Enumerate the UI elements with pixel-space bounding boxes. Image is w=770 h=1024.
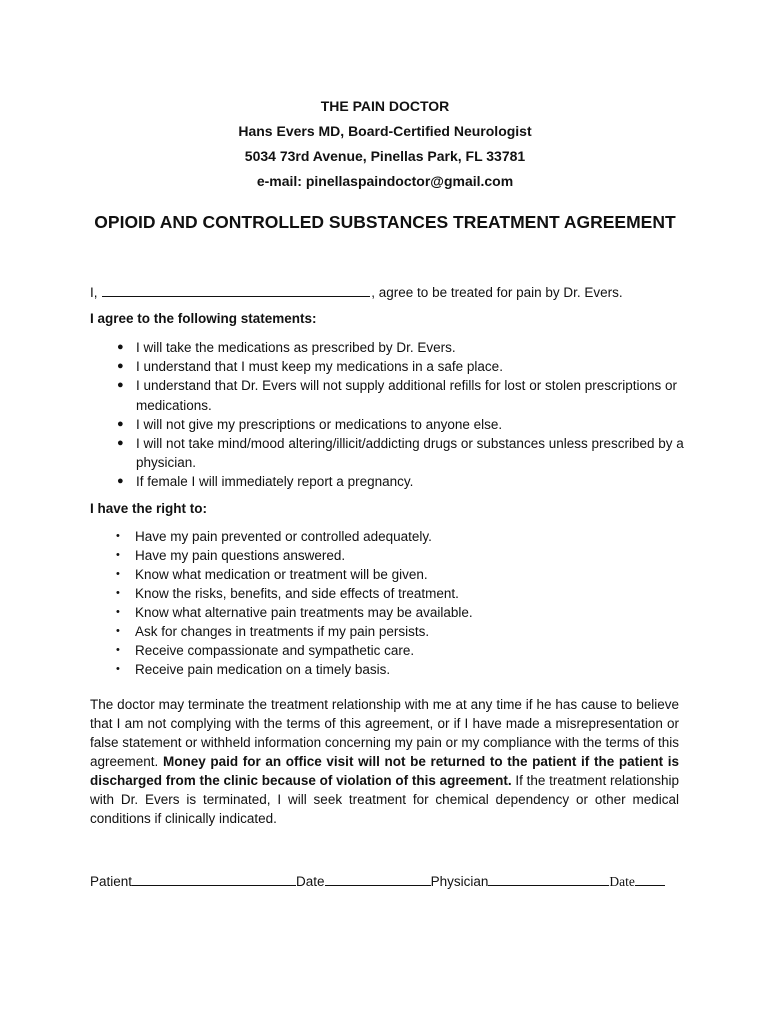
list-item: • Ask for changes in treatments if my pain persists.: [116, 624, 430, 639]
patient-name-blank[interactable]: [102, 284, 370, 297]
bullet-icon: ●: [117, 379, 124, 392]
list-item: • Know what alternative pain treatments may be available.: [116, 605, 473, 620]
bullet-icon: ●: [117, 417, 124, 430]
address: 5034 73rd Avenue, Pinellas Park, FL 33781: [244, 148, 526, 164]
list-item: • Know what medication or treatment will be given.: [116, 567, 428, 582]
patient-signature-blank[interactable]: [132, 873, 296, 886]
rights-heading: I have the right to:: [90, 501, 208, 516]
doctor-name: Hans Evers MD, Board-Certified Neurologist: [238, 123, 532, 139]
rights-list: [116, 527, 687, 679]
bullet-icon: •: [116, 549, 120, 561]
bullet-icon: •: [116, 644, 120, 656]
list-item: • Receive compassionate and sympathetic care.: [116, 643, 415, 658]
bullet-icon: •: [116, 606, 120, 618]
date2-blank[interactable]: [635, 873, 665, 886]
intro-prefix: I,: [90, 285, 98, 300]
physician-signature-blank[interactable]: [488, 873, 609, 886]
physician-label: Physician: [430, 874, 489, 889]
list-item: ● I understand that Dr. Evers will not supply additional refills for lost or stolen prescriptions or medications.: [117, 378, 678, 413]
paragraph-part1: The doctor may terminate the treatment relationship with me at any time if he has cause to believe that I am not complying with the terms of this agreement, or if I have made a misrepresentation or false statement or withheld information concerning my pain or my compliance with the terms of this agreement.: [90, 697, 680, 769]
bullet-icon: •: [116, 663, 120, 675]
agree-list: [117, 338, 688, 492]
list-item: ● I understand that I must keep my medications in a safe place.: [136, 357, 688, 376]
bullet-icon: ●: [117, 341, 124, 353]
list-item: ● I will not take mind/mood altering/illicit/addicting drugs or substances unless prescribed by a physician.: [117, 436, 684, 471]
list-item: • Know the risks, benefits, and side effects of treatment.: [116, 586, 459, 601]
email: e-mail: pinellaspaindoctor@gmail.com: [256, 173, 514, 189]
paragraph-part2: If the treatment relationship with Dr. Evers is terminated, I will seek treatment for chemical dependency or other medical conditions if clinically indicated.: [90, 773, 679, 826]
list-item: • Have my pain questions answered.: [116, 548, 346, 563]
list-item: • Have my pain prevented or controlled adequately.: [116, 529, 432, 544]
patient-label: Patient: [90, 874, 133, 889]
bullet-icon: ●: [117, 437, 124, 450]
bullet-icon: ●: [117, 360, 124, 373]
bullet-icon: ●: [117, 475, 124, 488]
bullet-icon: •: [116, 568, 120, 580]
list-item: ● If female I will immediately report a pregnancy.: [136, 472, 688, 491]
bullet-icon: •: [116, 625, 120, 637]
agree-heading: I agree to the following statements:: [90, 311, 317, 326]
bullet-icon: •: [116, 530, 120, 542]
list-item: • Receive pain medication on a timely basis.: [116, 662, 391, 677]
letterhead: [0, 94, 770, 194]
list-item: ● I will take the medications as prescribed by Dr. Evers.: [136, 338, 688, 357]
date-label: Date: [296, 874, 325, 889]
termination-paragraph: [90, 695, 679, 828]
intro-suffix: , agree to be treated for pain by Dr. Evers.: [371, 285, 623, 300]
intro-line: [90, 284, 623, 300]
org-name: THE PAIN DOCTOR: [320, 98, 450, 114]
document-title: OPIOID AND CONTROLLED SUBSTANCES TREATMENT AGREEMENT: [94, 212, 676, 232]
list-item: ● I will not give my prescriptions or medications to anyone else.: [136, 415, 688, 434]
bullet-icon: •: [116, 587, 120, 599]
date2-label: Date: [609, 874, 635, 889]
signature-line: [90, 873, 665, 890]
date-blank[interactable]: [325, 873, 431, 886]
paragraph-bold: Money paid for an office visit will not be returned to the patient if the patient is discharged from the clinic because of violation of this agreement.: [90, 754, 679, 788]
